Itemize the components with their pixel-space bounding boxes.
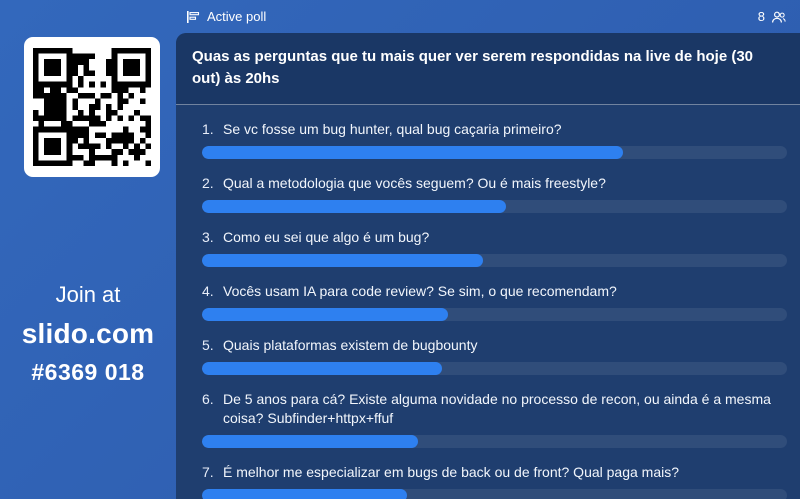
poll-bar-fill <box>202 489 407 499</box>
poll-bar-track <box>202 435 787 448</box>
poll-bar-fill <box>202 308 448 321</box>
event-code: #6369 018 <box>31 359 145 385</box>
poll-card <box>176 33 800 499</box>
poll-question-block <box>176 33 800 105</box>
join-at-label: Join at <box>55 282 121 307</box>
option-label: Qual a metodologia que vocês seguem? Ou é mais freestyle? <box>223 174 606 191</box>
poll-bar-fill <box>202 435 418 448</box>
poll-option <box>202 390 787 448</box>
poll-option <box>202 336 787 375</box>
poll-bar-track <box>202 362 787 375</box>
poll-bar-track <box>202 200 787 213</box>
poll-bar-fill <box>202 146 623 159</box>
join-sidebar <box>0 0 176 499</box>
option-number: 6. <box>202 390 214 407</box>
option-number: 4. <box>202 282 214 299</box>
qr-code <box>24 37 160 177</box>
poll-bar-track <box>202 254 787 267</box>
poll-bar-track <box>202 146 787 159</box>
poll-question: Quas as perguntas que tu mais quer ver serem respondidas na live de hoje (30 out) às 20hs <box>192 48 754 87</box>
active-poll-indicator <box>186 9 266 24</box>
poll-option <box>202 463 787 499</box>
option-number: 5. <box>202 336 214 353</box>
poll-option <box>202 120 787 159</box>
participants-counter[interactable] <box>758 9 786 24</box>
participants-count: 8 <box>757 9 765 24</box>
option-number: 1. <box>202 120 214 137</box>
join-instructions <box>0 284 176 384</box>
slido-url: slido.com <box>21 318 155 349</box>
poll-icon <box>186 10 200 24</box>
participants-icon <box>771 10 786 24</box>
option-label: Vocês usam IA para code review? Se sim, o que recomendam? <box>223 282 617 299</box>
option-label: Como eu sei que algo é um bug? <box>223 228 430 245</box>
option-number: 7. <box>202 463 214 480</box>
option-label: Quais plataformas existem de bugbounty <box>223 336 478 353</box>
option-label: É melhor me especializar em bugs de back ou de front? Qual paga mais? <box>223 463 680 480</box>
poll-bar-fill <box>202 254 483 267</box>
option-number: 2. <box>202 174 214 191</box>
poll-option <box>202 282 787 321</box>
poll-bar-track <box>202 308 787 321</box>
poll-option <box>202 228 787 267</box>
active-poll-label: Active poll <box>207 9 267 24</box>
poll-bar-track <box>202 489 787 499</box>
poll-bar-fill <box>202 362 442 375</box>
poll-options-list <box>176 105 800 499</box>
option-label: Se vc fosse um bug hunter, qual bug caçaria primeiro? <box>223 120 562 137</box>
poll-bar-fill <box>202 200 506 213</box>
option-number: 3. <box>202 228 214 245</box>
poll-option <box>202 174 787 213</box>
option-label: De 5 anos para cá? Existe alguma novidade no processo de recon, ou ainda é a mesma coisa? Subfinder+httpx+ffuf <box>223 390 771 426</box>
